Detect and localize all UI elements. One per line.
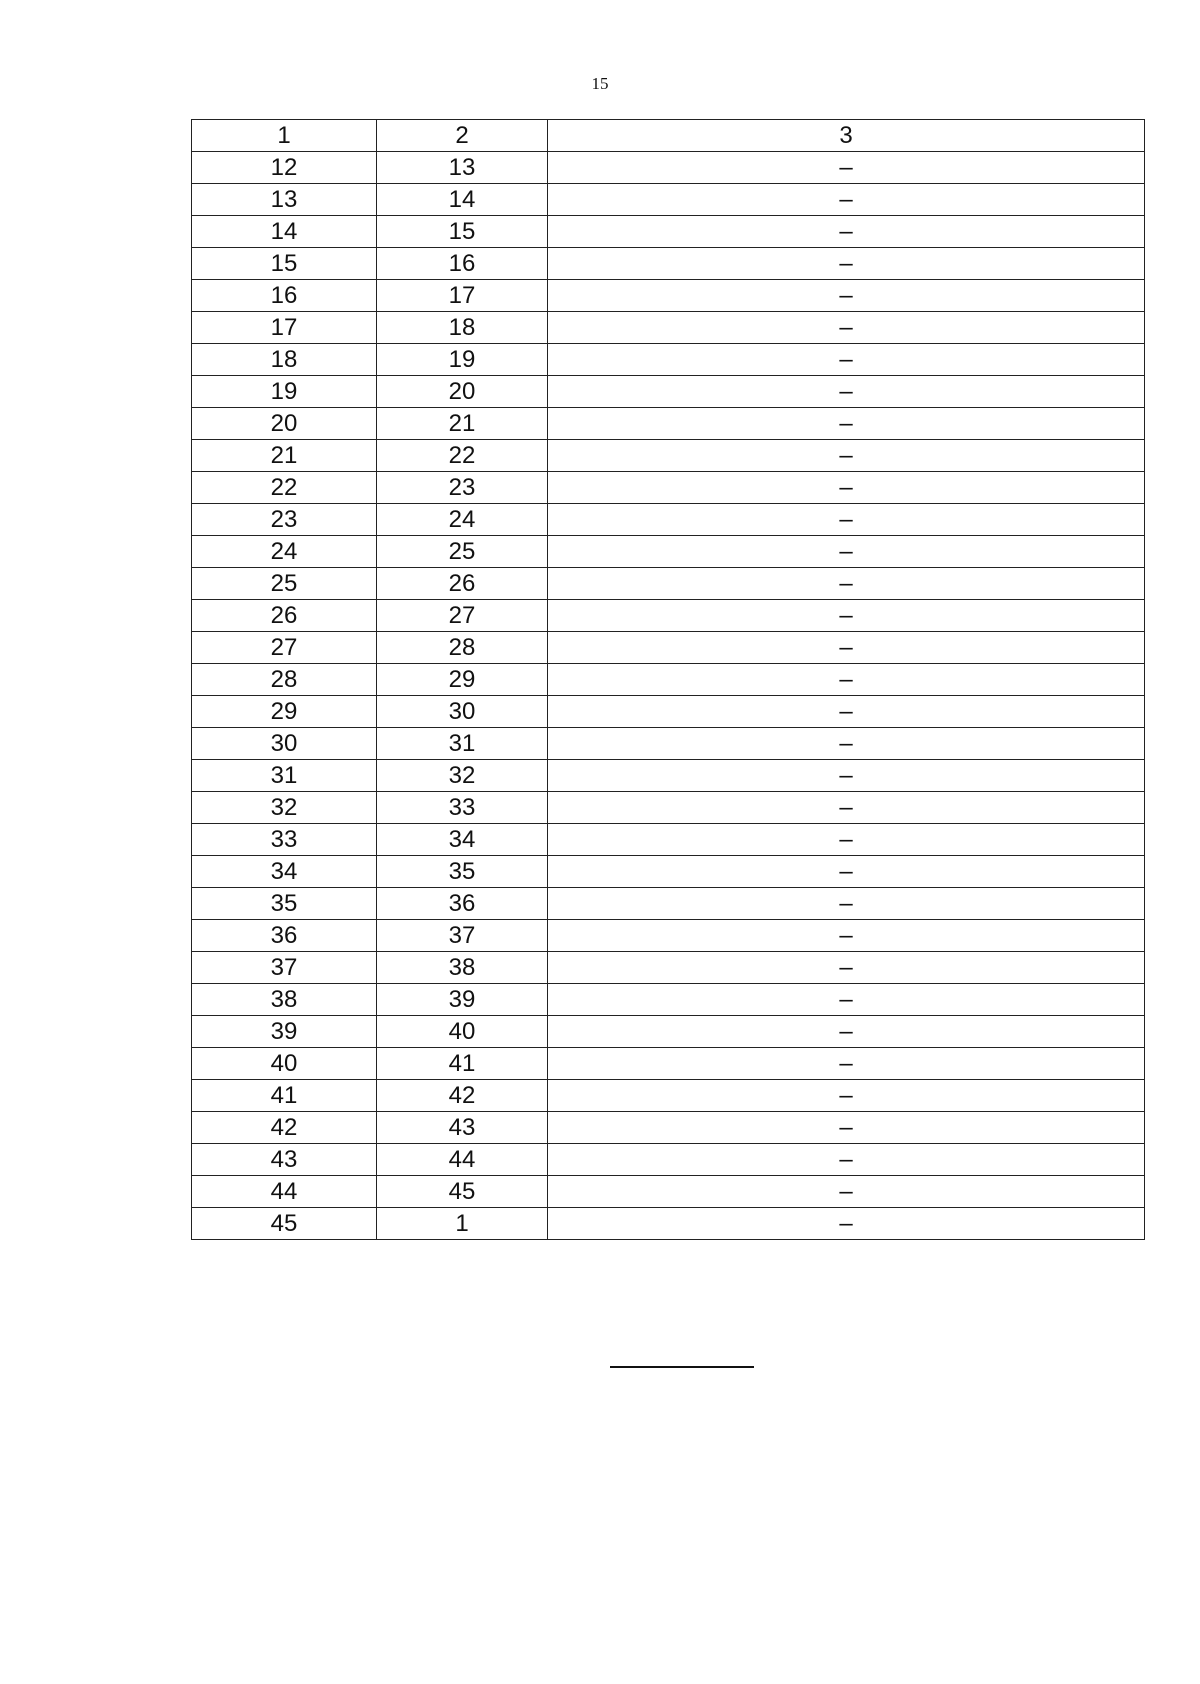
- table-row: [192, 600, 1145, 632]
- table-cell-col-2: 26: [377, 568, 548, 600]
- table-cell-col-2: 25: [377, 536, 548, 568]
- table-row: [192, 376, 1145, 408]
- table-cell-col-1: 16: [192, 280, 377, 312]
- table-row: [192, 984, 1145, 1016]
- page-number: 15: [591, 74, 609, 93]
- table-row: [192, 312, 1145, 344]
- table-row: [192, 408, 1145, 440]
- table-row: [192, 568, 1145, 600]
- table-row: [192, 440, 1145, 472]
- table-cell-col-1: 37: [192, 952, 377, 984]
- table-row: [192, 760, 1145, 792]
- table-cell-col-2: 37: [377, 920, 548, 952]
- table-row: [192, 1048, 1145, 1080]
- table-row: [192, 536, 1145, 568]
- table-cell-col-2: 16: [377, 248, 548, 280]
- table-row: [192, 1176, 1145, 1208]
- table-cell-col-2: 45: [377, 1176, 548, 1208]
- table-cell-col-3: –: [548, 856, 1145, 888]
- table-cell-col-3: –: [548, 760, 1145, 792]
- table-cell-col-1: 17: [192, 312, 377, 344]
- table-row: [192, 1016, 1145, 1048]
- table-cell-col-2: 17: [377, 280, 548, 312]
- table-cell-col-3: –: [548, 1144, 1145, 1176]
- table-row: [192, 952, 1145, 984]
- table-cell-col-3: –: [548, 1016, 1145, 1048]
- table-cell-col-2: 30: [377, 696, 548, 728]
- table-row: [192, 184, 1145, 216]
- table-cell-col-3: –: [548, 248, 1145, 280]
- table-cell-col-3: –: [548, 568, 1145, 600]
- table-cell-col-1: 12: [192, 152, 377, 184]
- table-cell-col-1: 14: [192, 216, 377, 248]
- table-cell-col-3: –: [548, 600, 1145, 632]
- table-cell-col-3: –: [548, 952, 1145, 984]
- table-cell-col-3: –: [548, 824, 1145, 856]
- table-cell-col-1: 40: [192, 1048, 377, 1080]
- table-header: [192, 120, 1145, 152]
- table-cell-col-1: 43: [192, 1144, 377, 1176]
- table-cell-col-3: –: [548, 152, 1145, 184]
- table-cell-col-2: 28: [377, 632, 548, 664]
- table-cell-col-1: 15: [192, 248, 377, 280]
- table-cell-col-2: 27: [377, 600, 548, 632]
- table-cell-col-3: –: [548, 312, 1145, 344]
- table-cell-col-1: 26: [192, 600, 377, 632]
- table-cell-col-1: 35: [192, 888, 377, 920]
- table-row: [192, 1080, 1145, 1112]
- table-cell-col-3: –: [548, 280, 1145, 312]
- table-cell-col-1: 31: [192, 760, 377, 792]
- table-cell-col-1: 45: [192, 1208, 377, 1240]
- table-cell-col-3: –: [548, 920, 1145, 952]
- table-cell-col-1: 41: [192, 1080, 377, 1112]
- table-cell-col-3: –: [548, 888, 1145, 920]
- table-row: [192, 216, 1145, 248]
- table-cell-col-2: 14: [377, 184, 548, 216]
- table-cell-col-2: 33: [377, 792, 548, 824]
- table-cell-col-1: 28: [192, 664, 377, 696]
- table-cell-col-2: 36: [377, 888, 548, 920]
- table-cell-col-2: 31: [377, 728, 548, 760]
- table-cell-col-3: –: [548, 1176, 1145, 1208]
- table-row: [192, 696, 1145, 728]
- table-cell-col-2: 24: [377, 504, 548, 536]
- table-cell-col-1: 25: [192, 568, 377, 600]
- table-cell-col-1: 22: [192, 472, 377, 504]
- table-row: [192, 472, 1145, 504]
- table-cell-col-3: –: [548, 664, 1145, 696]
- table-cell-col-2: 32: [377, 760, 548, 792]
- table-cell-col-1: 36: [192, 920, 377, 952]
- table-cell-col-2: 38: [377, 952, 548, 984]
- table-cell-col-1: 24: [192, 536, 377, 568]
- table-cell-col-2: 39: [377, 984, 548, 1016]
- table-cell-col-2: 34: [377, 824, 548, 856]
- table-row: [192, 824, 1145, 856]
- table-cell-col-1: 39: [192, 1016, 377, 1048]
- table-row: [192, 888, 1145, 920]
- table-cell-col-3: –: [548, 696, 1145, 728]
- table-header-row: [192, 120, 1145, 152]
- table-body: [192, 152, 1145, 1240]
- table-cell-col-3: –: [548, 1048, 1145, 1080]
- table-row: [192, 856, 1145, 888]
- table-cell-col-3: –: [548, 184, 1145, 216]
- table-row: [192, 728, 1145, 760]
- table-cell-col-1: 29: [192, 696, 377, 728]
- table-cell-col-2: 43: [377, 1112, 548, 1144]
- table-row: [192, 664, 1145, 696]
- table-cell-col-1: 33: [192, 824, 377, 856]
- table-cell-col-3: –: [548, 504, 1145, 536]
- table-row: [192, 632, 1145, 664]
- table-cell-col-1: 20: [192, 408, 377, 440]
- table-cell-col-1: 21: [192, 440, 377, 472]
- table-cell-col-2: 1: [377, 1208, 548, 1240]
- end-rule: [610, 1366, 754, 1368]
- table-row: [192, 1112, 1145, 1144]
- data-table-container: [191, 119, 1145, 1240]
- table-cell-col-1: 44: [192, 1176, 377, 1208]
- table-cell-col-3: –: [548, 1112, 1145, 1144]
- table-cell-col-1: 38: [192, 984, 377, 1016]
- table-cell-col-1: 34: [192, 856, 377, 888]
- table-cell-col-1: 27: [192, 632, 377, 664]
- table-row: [192, 792, 1145, 824]
- table-cell-col-3: –: [548, 472, 1145, 504]
- table-cell-col-2: 13: [377, 152, 548, 184]
- table-cell-col-2: 18: [377, 312, 548, 344]
- table-cell-col-3: –: [548, 536, 1145, 568]
- table-cell-col-3: –: [548, 984, 1145, 1016]
- table-cell-col-2: 40: [377, 1016, 548, 1048]
- column-header-3: 3: [548, 120, 1145, 152]
- table-row: [192, 344, 1145, 376]
- table-cell-col-3: –: [548, 408, 1145, 440]
- table-row: [192, 1144, 1145, 1176]
- table-cell-col-3: –: [548, 1080, 1145, 1112]
- table-cell-col-1: 18: [192, 344, 377, 376]
- table-cell-col-3: –: [548, 632, 1145, 664]
- table-row: [192, 248, 1145, 280]
- data-table: [191, 119, 1145, 1240]
- table-cell-col-1: 42: [192, 1112, 377, 1144]
- table-cell-col-2: 44: [377, 1144, 548, 1176]
- table-cell-col-3: –: [548, 1208, 1145, 1240]
- table-cell-col-2: 21: [377, 408, 548, 440]
- table-cell-col-2: 22: [377, 440, 548, 472]
- table-cell-col-2: 19: [377, 344, 548, 376]
- table-cell-col-2: 23: [377, 472, 548, 504]
- table-cell-col-1: 19: [192, 376, 377, 408]
- table-cell-col-2: 41: [377, 1048, 548, 1080]
- table-cell-col-2: 15: [377, 216, 548, 248]
- table-cell-col-3: –: [548, 216, 1145, 248]
- table-cell-col-1: 13: [192, 184, 377, 216]
- table-cell-col-3: –: [548, 728, 1145, 760]
- column-header-1: 1: [192, 120, 377, 152]
- table-row: [192, 280, 1145, 312]
- table-cell-col-2: 29: [377, 664, 548, 696]
- column-header-2: 2: [377, 120, 548, 152]
- table-cell-col-1: 23: [192, 504, 377, 536]
- table-cell-col-1: 30: [192, 728, 377, 760]
- table-cell-col-3: –: [548, 440, 1145, 472]
- table-cell-col-1: 32: [192, 792, 377, 824]
- table-row: [192, 152, 1145, 184]
- table-cell-col-3: –: [548, 344, 1145, 376]
- table-row: [192, 1208, 1145, 1240]
- table-cell-col-3: –: [548, 792, 1145, 824]
- table-cell-col-2: 42: [377, 1080, 548, 1112]
- table-cell-col-3: –: [548, 376, 1145, 408]
- table-row: [192, 504, 1145, 536]
- table-cell-col-2: 35: [377, 856, 548, 888]
- table-row: [192, 920, 1145, 952]
- table-cell-col-2: 20: [377, 376, 548, 408]
